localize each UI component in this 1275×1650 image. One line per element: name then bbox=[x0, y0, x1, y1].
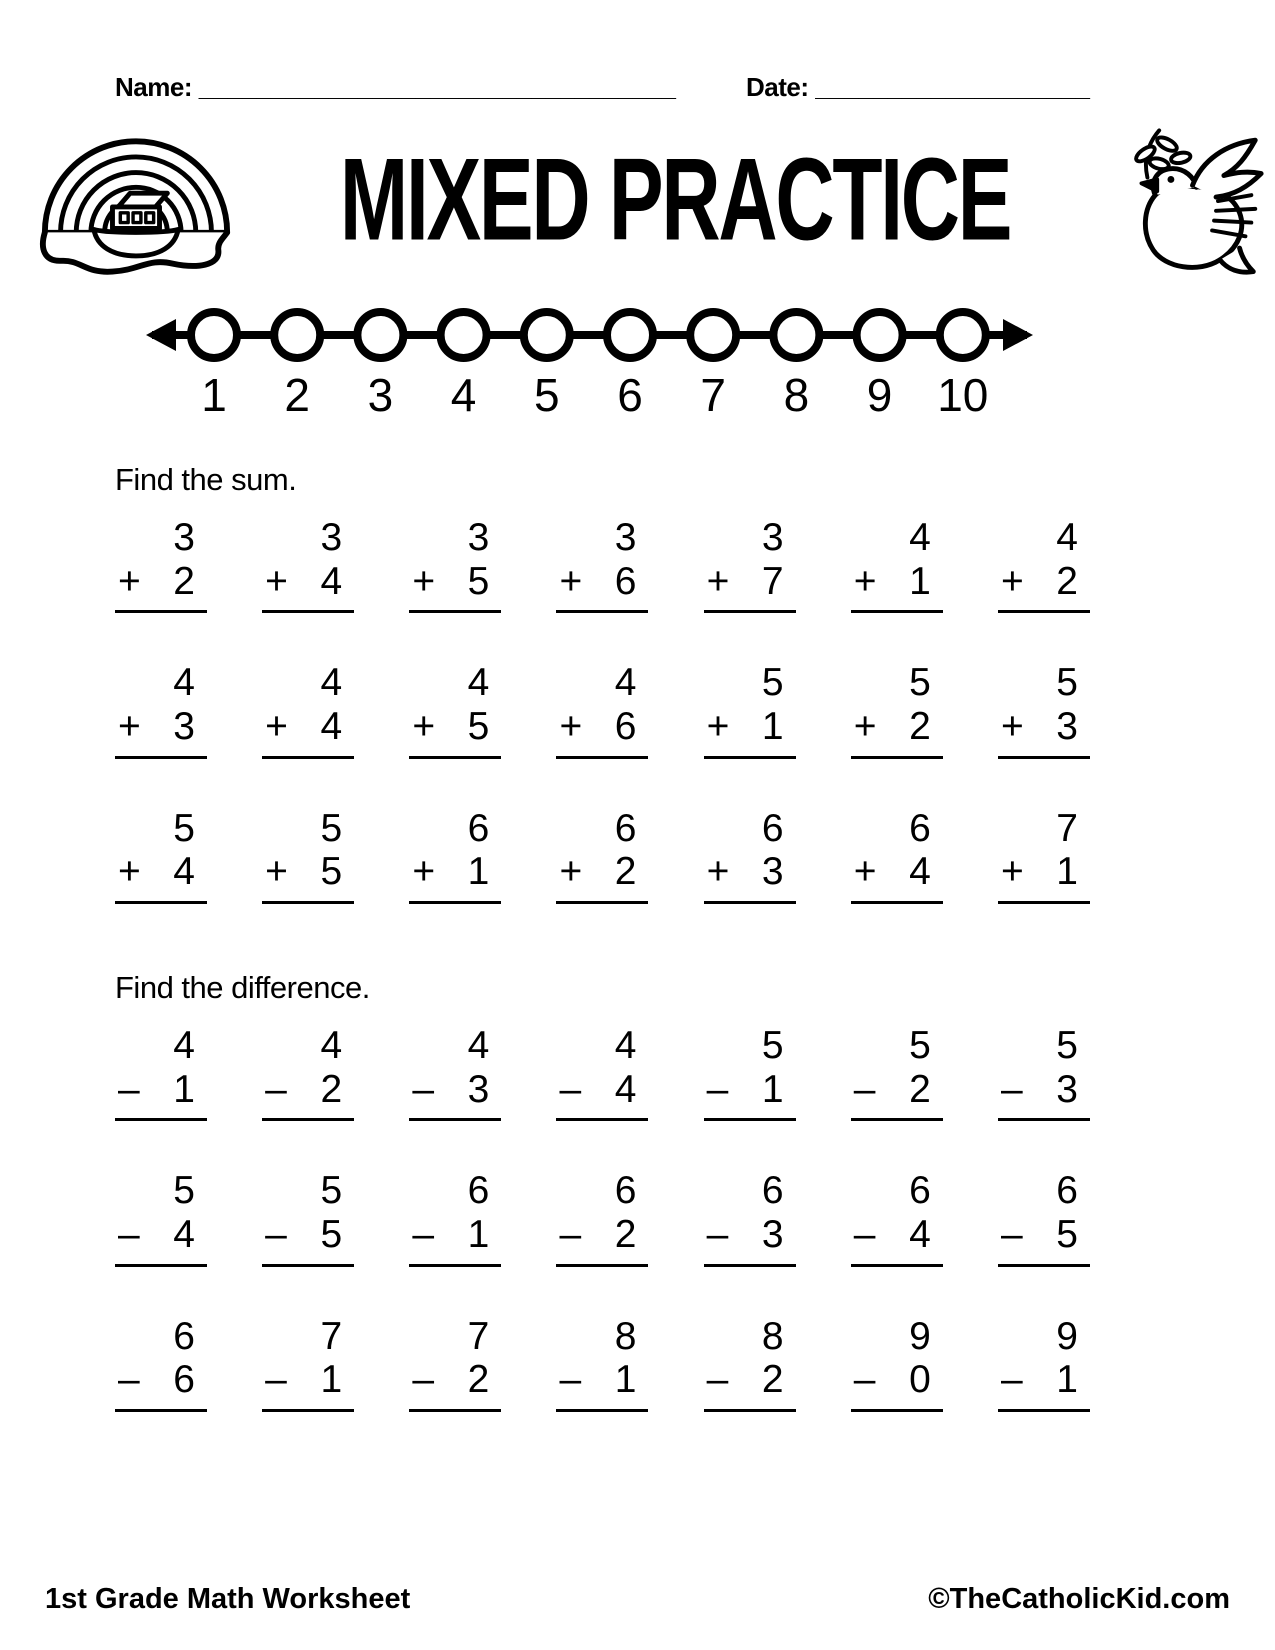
minus-operator: – bbox=[412, 1067, 435, 1111]
answer-line bbox=[998, 1409, 1090, 1412]
date-blank-line: ___________________ bbox=[815, 72, 1090, 102]
date-field bbox=[746, 72, 1090, 103]
minus-operator: – bbox=[559, 1067, 582, 1111]
problem-top-number: 6 bbox=[614, 1169, 637, 1213]
math-problem bbox=[115, 661, 207, 758]
math-problem bbox=[262, 661, 354, 758]
problem-bottom-number: 3 bbox=[761, 1213, 784, 1257]
minus-operator: – bbox=[706, 1358, 729, 1402]
math-problem bbox=[704, 1169, 796, 1266]
section-subtraction bbox=[0, 970, 1090, 1412]
number-line-node bbox=[524, 312, 570, 358]
plus-operator: + bbox=[118, 850, 141, 894]
answer-line bbox=[704, 1118, 796, 1121]
number-line-label: 4 bbox=[450, 369, 477, 417]
problem-bottom-number: 3 bbox=[173, 705, 195, 749]
math-problem bbox=[704, 661, 796, 758]
math-problem bbox=[409, 516, 501, 613]
minus-operator: – bbox=[412, 1213, 435, 1257]
problem-bottom-number: 1 bbox=[467, 850, 490, 894]
problem-bottom-number: 1 bbox=[614, 1358, 637, 1402]
math-problem bbox=[409, 1169, 501, 1266]
plus-operator: + bbox=[1000, 850, 1024, 894]
plus-operator: + bbox=[559, 559, 583, 603]
addition-problem-grid bbox=[115, 516, 1090, 904]
noahs-ark-rainbow-icon bbox=[38, 118, 234, 291]
problem-top-number: 4 bbox=[909, 516, 931, 559]
problem-bottom-number: 6 bbox=[614, 559, 637, 603]
number-line-label: 7 bbox=[700, 369, 726, 417]
plus-operator: + bbox=[1000, 705, 1024, 749]
name-label: Name: bbox=[115, 72, 192, 102]
minus-operator: – bbox=[559, 1213, 582, 1257]
math-problem bbox=[262, 1024, 354, 1121]
plus-operator: + bbox=[412, 559, 436, 603]
answer-line bbox=[851, 901, 943, 904]
number-line-label: 5 bbox=[534, 369, 560, 417]
problem-top-number: 5 bbox=[761, 1024, 784, 1068]
answer-line bbox=[704, 610, 796, 613]
answer-line bbox=[409, 610, 501, 613]
number-line-node bbox=[191, 312, 237, 358]
footer-worksheet-label: 1st Grade Math Worksheet bbox=[45, 1583, 411, 1615]
problem-bottom-number: 1 bbox=[909, 559, 931, 603]
number-line-label: 2 bbox=[284, 369, 310, 417]
problem-top-number: 4 bbox=[320, 661, 343, 705]
answer-line bbox=[851, 1264, 943, 1267]
answer-line bbox=[115, 1264, 207, 1267]
problem-top-number: 5 bbox=[320, 806, 343, 850]
answer-line bbox=[262, 610, 354, 613]
problem-bottom-number: 3 bbox=[761, 850, 784, 894]
problem-top-number: 3 bbox=[614, 516, 637, 559]
math-problem bbox=[556, 1315, 648, 1412]
problem-bottom-number: 1 bbox=[467, 1213, 490, 1257]
problem-bottom-number: 6 bbox=[614, 705, 637, 749]
problem-top-number: 6 bbox=[909, 1169, 931, 1213]
number-line-label: 10 bbox=[937, 369, 989, 417]
problem-bottom-number: 5 bbox=[467, 559, 490, 603]
problem-top-number: 6 bbox=[467, 806, 490, 850]
math-problem bbox=[556, 661, 648, 758]
page-title: MIXED PRACTICE bbox=[339, 133, 1011, 265]
answer-line bbox=[262, 756, 354, 759]
problem-bottom-number: 4 bbox=[320, 705, 343, 749]
math-problem bbox=[409, 807, 501, 904]
answer-line bbox=[998, 610, 1090, 613]
problem-bottom-number: 4 bbox=[173, 850, 195, 894]
problem-bottom-number: 4 bbox=[909, 850, 931, 894]
problem-top-number: 5 bbox=[173, 1169, 195, 1213]
problem-bottom-number: 2 bbox=[614, 1213, 637, 1257]
answer-line bbox=[262, 901, 354, 904]
problem-bottom-number: 1 bbox=[320, 1358, 343, 1402]
problem-top-number: 4 bbox=[173, 1024, 195, 1068]
problem-bottom-number: 4 bbox=[909, 1213, 931, 1257]
math-problem bbox=[998, 661, 1090, 758]
plus-operator: + bbox=[118, 705, 141, 749]
number-line-label: 9 bbox=[866, 369, 893, 417]
problem-top-number: 6 bbox=[614, 806, 637, 850]
problem-top-number: 7 bbox=[467, 1314, 490, 1358]
problem-bottom-number: 6 bbox=[173, 1358, 195, 1402]
math-problem bbox=[409, 1024, 501, 1121]
left-arrow-icon bbox=[146, 319, 176, 351]
problem-bottom-number: 5 bbox=[467, 705, 490, 749]
problem-bottom-number: 1 bbox=[761, 1067, 784, 1111]
math-problem bbox=[556, 1169, 648, 1266]
answer-line bbox=[998, 901, 1090, 904]
math-problem bbox=[556, 1024, 648, 1121]
answer-line bbox=[704, 756, 796, 759]
minus-operator: – bbox=[118, 1358, 140, 1402]
answer-line bbox=[851, 756, 943, 759]
problem-top-number: 8 bbox=[614, 1314, 637, 1358]
plus-operator: + bbox=[559, 850, 583, 894]
problem-bottom-number: 2 bbox=[173, 559, 195, 603]
minus-operator: – bbox=[853, 1213, 876, 1257]
math-problem bbox=[409, 661, 501, 758]
math-problem bbox=[998, 1315, 1090, 1412]
answer-line bbox=[409, 1409, 501, 1412]
plus-operator: + bbox=[706, 559, 730, 603]
problem-top-number: 5 bbox=[173, 806, 195, 850]
math-problem bbox=[409, 1315, 501, 1412]
minus-operator: – bbox=[853, 1067, 876, 1111]
problem-top-number: 5 bbox=[761, 661, 784, 705]
plus-operator: + bbox=[559, 705, 583, 749]
math-problem bbox=[115, 1024, 207, 1121]
problem-bottom-number: 2 bbox=[909, 705, 931, 749]
minus-operator: – bbox=[118, 1213, 140, 1257]
minus-operator: – bbox=[706, 1213, 729, 1257]
number-line-node bbox=[857, 312, 903, 358]
number-line-node bbox=[607, 312, 653, 358]
problem-top-number: 3 bbox=[467, 516, 490, 559]
footer-copyright: ©TheCatholicKid.com bbox=[928, 1583, 1230, 1615]
math-problem bbox=[998, 807, 1090, 904]
date-label: Date: bbox=[746, 72, 809, 102]
minus-operator: – bbox=[118, 1067, 140, 1111]
problem-bottom-number: 3 bbox=[1056, 1067, 1078, 1111]
math-problem bbox=[115, 807, 207, 904]
problem-bottom-number: 4 bbox=[173, 1213, 195, 1257]
plus-operator: + bbox=[265, 559, 288, 603]
number-line-node bbox=[690, 312, 736, 358]
math-problem bbox=[704, 516, 796, 613]
problem-bottom-number: 0 bbox=[909, 1358, 931, 1402]
minus-operator: – bbox=[853, 1358, 876, 1402]
answer-line bbox=[556, 610, 648, 613]
number-line-node bbox=[357, 312, 403, 358]
plus-operator: + bbox=[1000, 559, 1024, 603]
problem-top-number: 8 bbox=[761, 1314, 784, 1358]
minus-operator: – bbox=[1000, 1358, 1023, 1402]
answer-line bbox=[409, 901, 501, 904]
problem-top-number: 6 bbox=[1056, 1169, 1078, 1213]
math-problem bbox=[704, 807, 796, 904]
problem-bottom-number: 1 bbox=[761, 705, 784, 749]
problem-top-number: 7 bbox=[320, 1314, 343, 1358]
problem-bottom-number: 4 bbox=[614, 1067, 637, 1111]
minus-operator: – bbox=[1000, 1067, 1023, 1111]
problem-bottom-number: 5 bbox=[320, 850, 343, 894]
math-problem bbox=[115, 516, 207, 613]
answer-line bbox=[998, 1118, 1090, 1121]
problem-top-number: 6 bbox=[761, 806, 784, 850]
problem-top-number: 4 bbox=[467, 661, 490, 705]
name-field bbox=[115, 72, 676, 103]
math-problem bbox=[851, 1024, 943, 1121]
answer-line bbox=[704, 901, 796, 904]
minus-operator: – bbox=[265, 1067, 287, 1111]
problem-top-number: 5 bbox=[909, 661, 931, 705]
problem-top-number: 5 bbox=[1056, 1024, 1078, 1068]
answer-line bbox=[115, 756, 207, 759]
problem-top-number: 4 bbox=[1056, 516, 1078, 559]
number-line bbox=[142, 299, 1037, 422]
right-arrow-icon bbox=[1003, 319, 1033, 351]
math-problem bbox=[998, 516, 1090, 613]
problem-top-number: 6 bbox=[467, 1169, 490, 1213]
problem-bottom-number: 7 bbox=[761, 559, 784, 603]
problem-bottom-number: 4 bbox=[320, 559, 343, 603]
minus-operator: – bbox=[559, 1358, 582, 1402]
problem-top-number: 4 bbox=[320, 1024, 343, 1068]
answer-line bbox=[998, 756, 1090, 759]
problem-top-number: 9 bbox=[909, 1314, 931, 1358]
instruction-sum: Find the sum. bbox=[115, 462, 297, 497]
title-band bbox=[0, 119, 1275, 289]
math-problem bbox=[262, 1169, 354, 1266]
problem-bottom-number: 2 bbox=[909, 1067, 931, 1111]
answer-line bbox=[409, 1118, 501, 1121]
math-problem bbox=[556, 807, 648, 904]
minus-operator: – bbox=[412, 1358, 435, 1402]
answer-line bbox=[998, 1264, 1090, 1267]
problem-bottom-number: 5 bbox=[1056, 1213, 1078, 1257]
answer-line bbox=[409, 756, 501, 759]
number-line-node bbox=[773, 312, 819, 358]
answer-line bbox=[115, 901, 207, 904]
number-line-node bbox=[441, 312, 487, 358]
number-line-label: 6 bbox=[617, 369, 643, 417]
problem-bottom-number: 2 bbox=[320, 1067, 343, 1111]
problem-top-number: 4 bbox=[173, 661, 195, 705]
subtraction-problem-grid bbox=[115, 1024, 1090, 1412]
answer-line bbox=[851, 1409, 943, 1412]
math-problem bbox=[262, 516, 354, 613]
problem-top-number: 5 bbox=[1056, 661, 1078, 705]
answer-line bbox=[262, 1409, 354, 1412]
problem-bottom-number: 2 bbox=[1056, 559, 1078, 603]
problem-bottom-number: 1 bbox=[173, 1067, 195, 1111]
math-problem bbox=[704, 1315, 796, 1412]
header-fields bbox=[0, 0, 1275, 103]
dove-olive-branch-icon bbox=[1116, 118, 1268, 291]
answer-line bbox=[556, 1118, 648, 1121]
section-addition bbox=[0, 462, 1090, 904]
plus-operator: + bbox=[853, 559, 877, 603]
plus-operator: + bbox=[412, 705, 436, 749]
math-problem bbox=[704, 1024, 796, 1121]
problem-top-number: 6 bbox=[761, 1169, 784, 1213]
problem-bottom-number: 2 bbox=[467, 1358, 490, 1402]
problem-top-number: 6 bbox=[909, 806, 931, 850]
problem-top-number: 3 bbox=[320, 516, 343, 559]
problem-bottom-number: 3 bbox=[467, 1067, 490, 1111]
plus-operator: + bbox=[118, 559, 141, 603]
problem-bottom-number: 5 bbox=[320, 1213, 343, 1257]
math-problem bbox=[851, 1315, 943, 1412]
problem-top-number: 4 bbox=[614, 661, 637, 705]
math-problem bbox=[851, 1169, 943, 1266]
answer-line bbox=[409, 1264, 501, 1267]
answer-line bbox=[262, 1264, 354, 1267]
answer-line bbox=[851, 610, 943, 613]
math-problem bbox=[262, 1315, 354, 1412]
number-line-label: 1 bbox=[201, 369, 227, 417]
answer-line bbox=[704, 1409, 796, 1412]
problem-bottom-number: 3 bbox=[1056, 705, 1078, 749]
minus-operator: – bbox=[1000, 1213, 1023, 1257]
math-problem bbox=[115, 1169, 207, 1266]
math-problem bbox=[998, 1024, 1090, 1121]
answer-line bbox=[704, 1264, 796, 1267]
math-problem bbox=[556, 516, 648, 613]
number-line-label: 3 bbox=[367, 369, 394, 417]
problem-top-number: 3 bbox=[173, 516, 195, 559]
plus-operator: + bbox=[706, 850, 730, 894]
minus-operator: – bbox=[265, 1213, 287, 1257]
problem-bottom-number: 1 bbox=[1056, 850, 1078, 894]
name-blank-line: _________________________________ bbox=[198, 72, 676, 102]
answer-line bbox=[556, 901, 648, 904]
answer-line bbox=[115, 1409, 207, 1412]
plus-operator: + bbox=[412, 850, 436, 894]
plus-operator: + bbox=[853, 850, 877, 894]
math-problem bbox=[851, 516, 943, 613]
number-line-node bbox=[274, 312, 320, 358]
math-problem bbox=[851, 807, 943, 904]
problem-top-number: 7 bbox=[1056, 806, 1078, 850]
answer-line bbox=[556, 756, 648, 759]
problem-top-number: 4 bbox=[467, 1024, 490, 1068]
math-problem bbox=[262, 807, 354, 904]
plus-operator: + bbox=[265, 850, 288, 894]
number-line-label: 8 bbox=[783, 369, 810, 417]
number-line-node bbox=[940, 312, 986, 358]
plus-operator: + bbox=[853, 705, 877, 749]
instruction-difference: Find the difference. bbox=[115, 970, 370, 1006]
answer-line bbox=[851, 1118, 943, 1121]
plus-operator: + bbox=[706, 705, 730, 749]
minus-operator: – bbox=[265, 1358, 287, 1402]
math-problem bbox=[998, 1169, 1090, 1266]
answer-line bbox=[556, 1409, 648, 1412]
problem-top-number: 3 bbox=[761, 516, 784, 559]
problem-top-number: 6 bbox=[173, 1314, 195, 1358]
problem-top-number: 5 bbox=[909, 1024, 931, 1068]
problem-top-number: 5 bbox=[320, 1169, 343, 1213]
plus-operator: + bbox=[265, 705, 288, 749]
answer-line bbox=[115, 1118, 207, 1121]
minus-operator: – bbox=[706, 1067, 729, 1111]
answer-line bbox=[115, 610, 207, 613]
answer-line bbox=[262, 1118, 354, 1121]
problem-bottom-number: 2 bbox=[761, 1358, 784, 1402]
problem-top-number: 4 bbox=[614, 1024, 637, 1068]
problem-bottom-number: 1 bbox=[1056, 1358, 1078, 1402]
answer-line bbox=[556, 1264, 648, 1267]
problem-bottom-number: 2 bbox=[614, 850, 637, 894]
math-problem bbox=[851, 661, 943, 758]
math-problem bbox=[115, 1315, 207, 1412]
problem-top-number: 9 bbox=[1056, 1314, 1078, 1358]
footer bbox=[45, 1583, 1230, 1616]
